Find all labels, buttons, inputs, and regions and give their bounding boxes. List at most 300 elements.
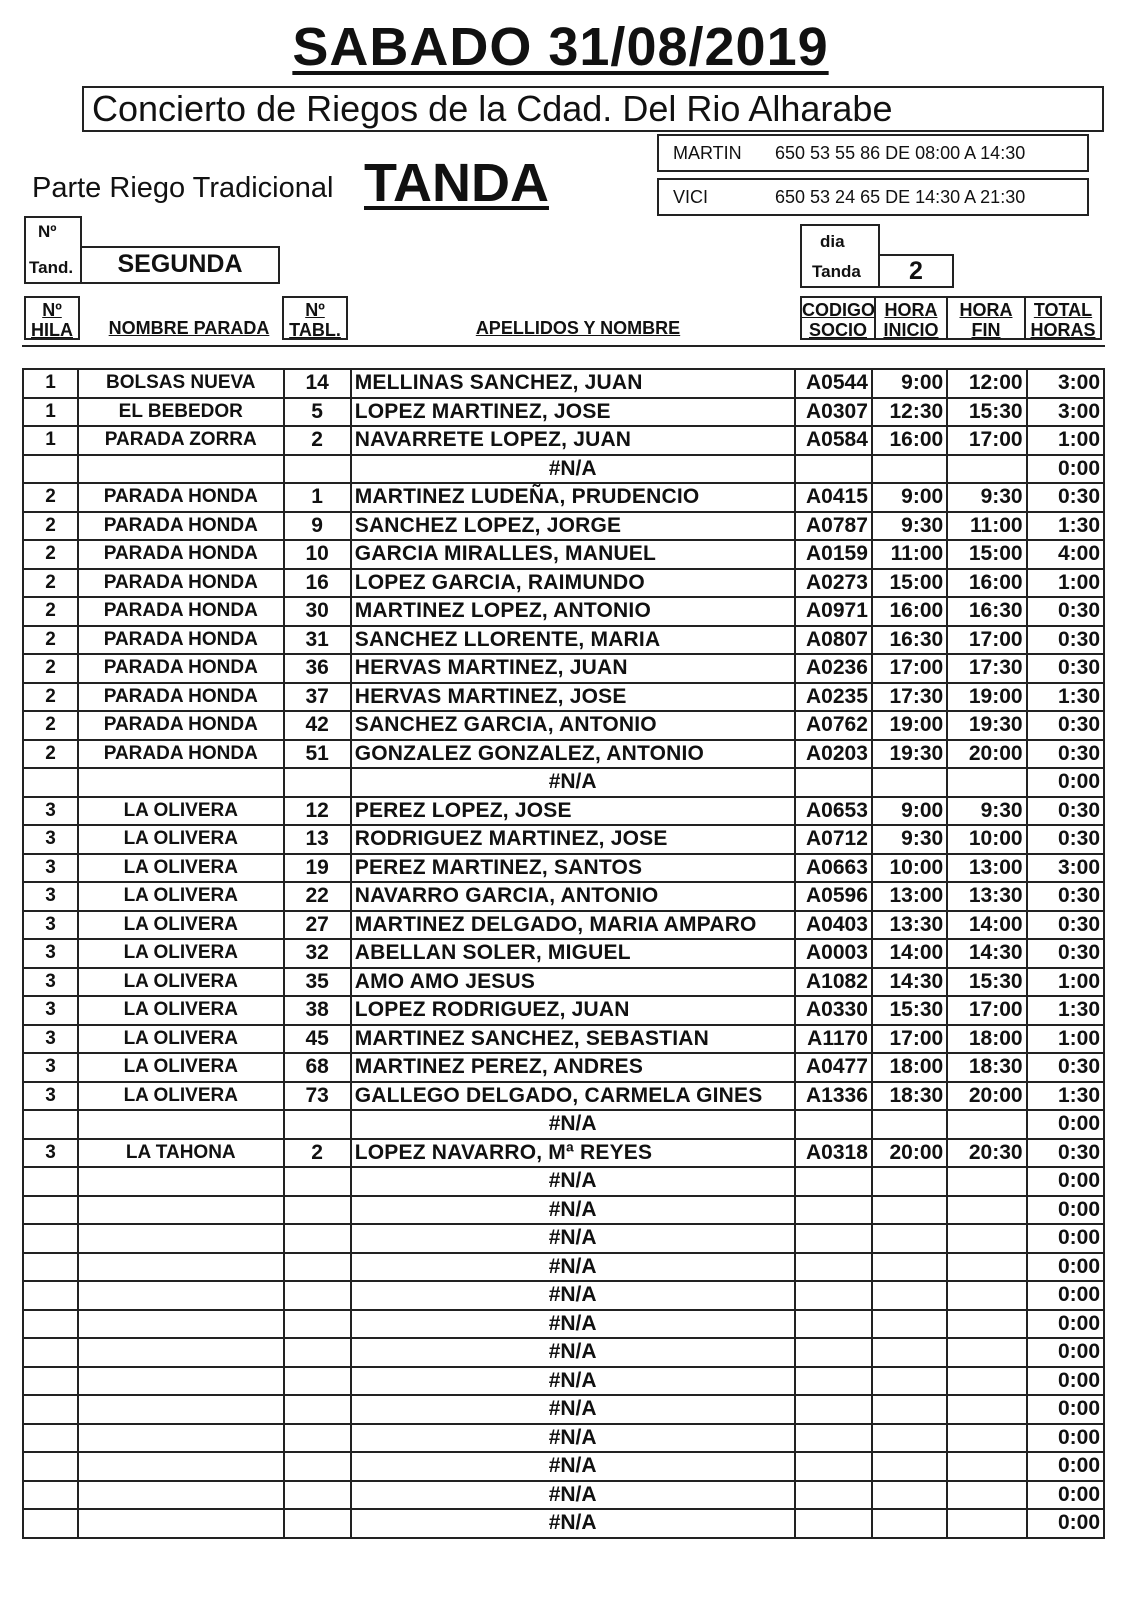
cell-parada bbox=[78, 1310, 284, 1339]
cell-socio: A0653 bbox=[795, 797, 872, 826]
table-row bbox=[23, 512, 1104, 541]
cell-fin: 9:30 bbox=[947, 797, 1026, 826]
cell-nombre: GARCIA MIRALLES, MANUEL bbox=[351, 540, 795, 569]
cell-total: 0:30 bbox=[1027, 911, 1104, 940]
cell-total: 0:30 bbox=[1027, 483, 1104, 512]
cell-fin bbox=[947, 1338, 1026, 1367]
cell-nombre: #N/A bbox=[351, 768, 795, 797]
cell-nombre: PEREZ LOPEZ, JOSE bbox=[351, 797, 795, 826]
cell-nombre: #N/A bbox=[351, 1424, 795, 1453]
table-body bbox=[23, 369, 1104, 1538]
cell-socio bbox=[795, 1509, 872, 1538]
cell-hila: 3 bbox=[23, 939, 78, 968]
header-tabl-top: Nº bbox=[305, 300, 325, 320]
header-total-top: TOTAL bbox=[1033, 300, 1093, 320]
cell-total: 1:30 bbox=[1027, 512, 1104, 541]
cell-socio: A0787 bbox=[795, 512, 872, 541]
cell-fin: 20:00 bbox=[947, 740, 1026, 769]
cell-total: 0:00 bbox=[1027, 768, 1104, 797]
cell-fin: 15:30 bbox=[947, 968, 1026, 997]
subtitle-text: Concierto de Riegos de la Cdad. Del Rio Alharabe bbox=[92, 88, 893, 129]
cell-parada: PARADA HONDA bbox=[78, 740, 284, 769]
cell-tabl: 1 bbox=[284, 483, 351, 512]
cell-inicio bbox=[872, 1395, 947, 1424]
cell-parada bbox=[78, 1224, 284, 1253]
cell-parada: PARADA HONDA bbox=[78, 654, 284, 683]
cell-parada: PARADA HONDA bbox=[78, 597, 284, 626]
cell-hila bbox=[23, 1110, 78, 1139]
cell-tabl bbox=[284, 1367, 351, 1396]
cell-total: 0:30 bbox=[1027, 711, 1104, 740]
cell-inicio: 16:30 bbox=[872, 626, 947, 655]
cell-nombre: GONZALEZ GONZALEZ, ANTONIO bbox=[351, 740, 795, 769]
contact-vici bbox=[657, 178, 1089, 216]
cell-parada: LA OLIVERA bbox=[78, 1025, 284, 1054]
cell-fin: 9:30 bbox=[947, 483, 1026, 512]
cell-socio bbox=[795, 455, 872, 484]
cell-nombre: #N/A bbox=[351, 1395, 795, 1424]
cell-socio bbox=[795, 1224, 872, 1253]
cell-hila: 2 bbox=[23, 626, 78, 655]
cell-hila bbox=[23, 1395, 78, 1424]
cell-socio: A0762 bbox=[795, 711, 872, 740]
cell-total: 0:00 bbox=[1027, 1481, 1104, 1510]
cell-parada bbox=[78, 1281, 284, 1310]
cell-nombre: NAVARRO GARCIA, ANTONIO bbox=[351, 882, 795, 911]
table-row bbox=[23, 569, 1104, 598]
contact-name: MARTIN bbox=[673, 143, 742, 163]
cell-socio: A0273 bbox=[795, 569, 872, 598]
cell-inicio: 18:00 bbox=[872, 1053, 947, 1082]
cell-total: 0:00 bbox=[1027, 1224, 1104, 1253]
table-row bbox=[23, 1053, 1104, 1082]
cell-socio: A0003 bbox=[795, 939, 872, 968]
cell-nombre: MELLINAS SANCHEZ, JUAN bbox=[351, 369, 795, 398]
table-row bbox=[23, 1196, 1104, 1225]
cell-total: 3:00 bbox=[1027, 854, 1104, 883]
table-row bbox=[23, 540, 1104, 569]
table-row bbox=[23, 968, 1104, 997]
cell-fin: 17:00 bbox=[947, 626, 1026, 655]
cell-fin bbox=[947, 1110, 1026, 1139]
cell-tabl: 10 bbox=[284, 540, 351, 569]
cell-tabl: 51 bbox=[284, 740, 351, 769]
cell-inicio: 17:30 bbox=[872, 683, 947, 712]
table-row bbox=[23, 1082, 1104, 1111]
cell-socio: A1082 bbox=[795, 968, 872, 997]
cell-inicio: 9:00 bbox=[872, 483, 947, 512]
cell-total: 0:30 bbox=[1027, 939, 1104, 968]
cell-fin: 11:00 bbox=[947, 512, 1026, 541]
cell-hila bbox=[23, 1196, 78, 1225]
cell-tabl: 27 bbox=[284, 911, 351, 940]
cell-hila bbox=[23, 1310, 78, 1339]
cell-tabl: 12 bbox=[284, 797, 351, 826]
cell-parada: LA OLIVERA bbox=[78, 911, 284, 940]
cell-inicio bbox=[872, 1338, 947, 1367]
cell-total: 0:30 bbox=[1027, 1053, 1104, 1082]
contact-name: VICI bbox=[673, 187, 709, 207]
cell-parada bbox=[78, 768, 284, 797]
cell-parada bbox=[78, 1481, 284, 1510]
cell-inicio: 15:00 bbox=[872, 569, 947, 598]
dia-value: 2 bbox=[909, 257, 923, 285]
dia-label-top: dia bbox=[820, 232, 845, 251]
cell-fin: 16:30 bbox=[947, 597, 1026, 626]
cell-parada: LA OLIVERA bbox=[78, 968, 284, 997]
table-row bbox=[23, 683, 1104, 712]
cell-hila: 1 bbox=[23, 426, 78, 455]
cell-nombre: MARTINEZ SANCHEZ, SEBASTIAN bbox=[351, 1025, 795, 1054]
cell-tabl bbox=[284, 1310, 351, 1339]
subheading: Parte Riego Tradicional bbox=[32, 172, 334, 204]
cell-inicio: 16:00 bbox=[872, 426, 947, 455]
table-row bbox=[23, 1367, 1104, 1396]
header-nombre: APELLIDOS Y NOMBRE bbox=[475, 318, 681, 338]
cell-tabl bbox=[284, 768, 351, 797]
cell-tabl: 2 bbox=[284, 1139, 351, 1168]
cell-hila: 3 bbox=[23, 854, 78, 883]
cell-total: 3:00 bbox=[1027, 369, 1104, 398]
table-row bbox=[23, 455, 1104, 484]
cell-inicio: 19:30 bbox=[872, 740, 947, 769]
cell-fin bbox=[947, 1224, 1026, 1253]
cell-socio: A0596 bbox=[795, 882, 872, 911]
cell-hila: 2 bbox=[23, 483, 78, 512]
table-row bbox=[23, 426, 1104, 455]
cell-total: 1:00 bbox=[1027, 569, 1104, 598]
cell-tabl: 2 bbox=[284, 426, 351, 455]
cell-fin: 18:30 bbox=[947, 1053, 1026, 1082]
cell-tabl: 42 bbox=[284, 711, 351, 740]
cell-hila: 3 bbox=[23, 1053, 78, 1082]
cell-total: 1:00 bbox=[1027, 1025, 1104, 1054]
cell-parada: PARADA HONDA bbox=[78, 711, 284, 740]
cell-nombre: LOPEZ NAVARRO, Mª REYES bbox=[351, 1139, 795, 1168]
header-divider bbox=[22, 345, 1105, 347]
cell-fin: 16:00 bbox=[947, 569, 1026, 598]
cell-fin: 19:00 bbox=[947, 683, 1026, 712]
cell-tabl bbox=[284, 1395, 351, 1424]
cell-hila bbox=[23, 1253, 78, 1282]
cell-parada bbox=[78, 455, 284, 484]
cell-total: 1:30 bbox=[1027, 683, 1104, 712]
header-inicio-top: HORA bbox=[884, 300, 938, 320]
cell-tabl: 37 bbox=[284, 683, 351, 712]
cell-nombre: MARTINEZ DELGADO, MARIA AMPARO bbox=[351, 911, 795, 940]
cell-hila: 2 bbox=[23, 540, 78, 569]
table-row bbox=[23, 597, 1104, 626]
cell-socio: A1170 bbox=[795, 1025, 872, 1054]
table-row bbox=[23, 1224, 1104, 1253]
cell-inicio: 15:30 bbox=[872, 996, 947, 1025]
subtitle-box bbox=[82, 86, 1104, 132]
cell-parada bbox=[78, 1509, 284, 1538]
cell-hila: 2 bbox=[23, 683, 78, 712]
cell-socio: A0236 bbox=[795, 654, 872, 683]
cell-socio: A0403 bbox=[795, 911, 872, 940]
cell-inicio bbox=[872, 455, 947, 484]
header-tabl-bottom: TABL. bbox=[289, 320, 341, 340]
table-row bbox=[23, 939, 1104, 968]
cell-fin bbox=[947, 1424, 1026, 1453]
table-row bbox=[23, 1509, 1104, 1538]
cell-total: 0:00 bbox=[1027, 1509, 1104, 1538]
cell-fin bbox=[947, 1281, 1026, 1310]
cell-total: 0:00 bbox=[1027, 1281, 1104, 1310]
cell-hila bbox=[23, 1481, 78, 1510]
cell-tabl: 9 bbox=[284, 512, 351, 541]
cell-fin: 17:00 bbox=[947, 426, 1026, 455]
cell-inicio bbox=[872, 1224, 947, 1253]
cell-hila: 2 bbox=[23, 597, 78, 626]
cell-fin: 15:00 bbox=[947, 540, 1026, 569]
cell-inicio: 13:00 bbox=[872, 882, 947, 911]
cell-fin bbox=[947, 455, 1026, 484]
cell-parada: LA OLIVERA bbox=[78, 882, 284, 911]
cell-nombre: #N/A bbox=[351, 1452, 795, 1481]
cell-socio: A0971 bbox=[795, 597, 872, 626]
cell-parada: LA OLIVERA bbox=[78, 1082, 284, 1111]
cell-tabl: 45 bbox=[284, 1025, 351, 1054]
cell-fin: 15:30 bbox=[947, 398, 1026, 427]
cell-socio: A0712 bbox=[795, 825, 872, 854]
table-row bbox=[23, 1253, 1104, 1282]
cell-socio: A0318 bbox=[795, 1139, 872, 1168]
tanda-label-bottom: Tand. bbox=[29, 258, 74, 277]
cell-socio: A0235 bbox=[795, 683, 872, 712]
cell-tabl: 30 bbox=[284, 597, 351, 626]
cell-inicio: 10:00 bbox=[872, 854, 947, 883]
cell-nombre: #N/A bbox=[351, 1224, 795, 1253]
cell-parada: PARADA HONDA bbox=[78, 540, 284, 569]
cell-parada: BOLSAS NUEVA bbox=[78, 369, 284, 398]
cell-fin bbox=[947, 1452, 1026, 1481]
table-row bbox=[23, 711, 1104, 740]
cell-socio: A0203 bbox=[795, 740, 872, 769]
cell-socio bbox=[795, 1310, 872, 1339]
cell-total: 0:00 bbox=[1027, 455, 1104, 484]
cell-tabl: 16 bbox=[284, 569, 351, 598]
cell-tabl bbox=[284, 455, 351, 484]
cell-total: 4:00 bbox=[1027, 540, 1104, 569]
cell-inicio: 16:00 bbox=[872, 597, 947, 626]
cell-inicio: 17:00 bbox=[872, 654, 947, 683]
cell-parada: PARADA HONDA bbox=[78, 683, 284, 712]
cell-inicio: 12:30 bbox=[872, 398, 947, 427]
cell-nombre: HERVAS MARTINEZ, JUAN bbox=[351, 654, 795, 683]
cell-tabl bbox=[284, 1196, 351, 1225]
cell-socio: A0477 bbox=[795, 1053, 872, 1082]
cell-tabl bbox=[284, 1224, 351, 1253]
cell-nombre: #N/A bbox=[351, 1338, 795, 1367]
cell-total: 1:00 bbox=[1027, 968, 1104, 997]
table-row bbox=[23, 398, 1104, 427]
cell-socio bbox=[795, 768, 872, 797]
cell-socio bbox=[795, 1196, 872, 1225]
cell-nombre: #N/A bbox=[351, 1196, 795, 1225]
cell-parada: LA OLIVERA bbox=[78, 939, 284, 968]
cell-nombre: MARTINEZ LUDEÑA, PRUDENCIO bbox=[351, 483, 795, 512]
cell-tabl bbox=[284, 1481, 351, 1510]
cell-total: 0:30 bbox=[1027, 1139, 1104, 1168]
cell-total: 0:00 bbox=[1027, 1338, 1104, 1367]
cell-nombre: LOPEZ MARTINEZ, JOSE bbox=[351, 398, 795, 427]
cell-inicio: 13:30 bbox=[872, 911, 947, 940]
cell-hila: 3 bbox=[23, 996, 78, 1025]
cell-socio bbox=[795, 1338, 872, 1367]
cell-nombre: SANCHEZ LOPEZ, JORGE bbox=[351, 512, 795, 541]
cell-inicio: 17:00 bbox=[872, 1025, 947, 1054]
cell-hila: 3 bbox=[23, 825, 78, 854]
table-row bbox=[23, 1481, 1104, 1510]
cell-inicio bbox=[872, 1196, 947, 1225]
cell-parada: PARADA HONDA bbox=[78, 569, 284, 598]
cell-fin bbox=[947, 1509, 1026, 1538]
cell-inicio bbox=[872, 1452, 947, 1481]
cell-hila: 3 bbox=[23, 1082, 78, 1111]
cell-nombre: #N/A bbox=[351, 1509, 795, 1538]
cell-socio: A0663 bbox=[795, 854, 872, 883]
cell-nombre: SANCHEZ GARCIA, ANTONIO bbox=[351, 711, 795, 740]
cell-nombre: MARTINEZ LOPEZ, ANTONIO bbox=[351, 597, 795, 626]
cell-socio bbox=[795, 1367, 872, 1396]
cell-parada bbox=[78, 1424, 284, 1453]
header-hila bbox=[24, 296, 80, 340]
cell-tabl: 14 bbox=[284, 369, 351, 398]
cell-socio bbox=[795, 1395, 872, 1424]
cell-parada: EL BEBEDOR bbox=[78, 398, 284, 427]
table-row bbox=[23, 740, 1104, 769]
cell-total: 0:00 bbox=[1027, 1424, 1104, 1453]
cell-inicio bbox=[872, 768, 947, 797]
cell-parada: PARADA ZORRA bbox=[78, 426, 284, 455]
cell-hila bbox=[23, 1224, 78, 1253]
cell-total: 0:00 bbox=[1027, 1196, 1104, 1225]
cell-inicio: 9:30 bbox=[872, 512, 947, 541]
cell-fin bbox=[947, 1395, 1026, 1424]
cell-inicio: 14:00 bbox=[872, 939, 947, 968]
cell-total: 0:30 bbox=[1027, 882, 1104, 911]
cell-nombre: RODRIGUEZ MARTINEZ, JOSE bbox=[351, 825, 795, 854]
cell-total: 0:30 bbox=[1027, 740, 1104, 769]
cell-fin: 17:00 bbox=[947, 996, 1026, 1025]
cell-tabl: 32 bbox=[284, 939, 351, 968]
cell-inicio: 9:00 bbox=[872, 369, 947, 398]
header-fin-top: HORA bbox=[959, 300, 1013, 320]
cell-hila: 3 bbox=[23, 968, 78, 997]
cell-nombre: HERVAS MARTINEZ, JOSE bbox=[351, 683, 795, 712]
cell-inicio bbox=[872, 1310, 947, 1339]
cell-socio bbox=[795, 1481, 872, 1510]
cell-nombre: MARTINEZ PEREZ, ANDRES bbox=[351, 1053, 795, 1082]
cell-tabl bbox=[284, 1509, 351, 1538]
cell-parada bbox=[78, 1367, 284, 1396]
dia-label-bottom: Tanda bbox=[812, 262, 861, 281]
cell-tabl: 36 bbox=[284, 654, 351, 683]
cell-inicio: 19:00 bbox=[872, 711, 947, 740]
cell-socio: A0415 bbox=[795, 483, 872, 512]
cell-fin bbox=[947, 768, 1026, 797]
table-row bbox=[23, 911, 1104, 940]
cell-inicio: 18:30 bbox=[872, 1082, 947, 1111]
cell-hila: 2 bbox=[23, 740, 78, 769]
cell-inicio: 9:00 bbox=[872, 797, 947, 826]
cell-socio bbox=[795, 1452, 872, 1481]
page-title bbox=[0, 16, 1121, 78]
cell-hila: 3 bbox=[23, 882, 78, 911]
cell-tabl bbox=[284, 1253, 351, 1282]
table-header bbox=[24, 296, 1107, 340]
cell-inicio bbox=[872, 1167, 947, 1196]
cell-nombre: #N/A bbox=[351, 1167, 795, 1196]
heading-tanda: TANDA bbox=[364, 153, 549, 213]
header-parada: NOMBRE PARADA bbox=[108, 318, 270, 338]
dia-label-box bbox=[800, 224, 880, 288]
cell-nombre: LOPEZ GARCIA, RAIMUNDO bbox=[351, 569, 795, 598]
cell-fin: 14:00 bbox=[947, 911, 1026, 940]
cell-tabl: 68 bbox=[284, 1053, 351, 1082]
cell-socio bbox=[795, 1424, 872, 1453]
cell-hila: 3 bbox=[23, 797, 78, 826]
cell-total: 0:00 bbox=[1027, 1253, 1104, 1282]
table-row bbox=[23, 1025, 1104, 1054]
cell-hila: 2 bbox=[23, 654, 78, 683]
cell-nombre: #N/A bbox=[351, 1367, 795, 1396]
header-socio-bottom: SOCIO bbox=[808, 320, 867, 340]
cell-hila bbox=[23, 1424, 78, 1453]
cell-hila bbox=[23, 1281, 78, 1310]
cell-total: 1:30 bbox=[1027, 996, 1104, 1025]
table-row bbox=[23, 1167, 1104, 1196]
cell-total: 0:00 bbox=[1027, 1395, 1104, 1424]
table-row bbox=[23, 996, 1104, 1025]
cell-tabl: 35 bbox=[284, 968, 351, 997]
cell-socio: A0330 bbox=[795, 996, 872, 1025]
cell-parada bbox=[78, 1338, 284, 1367]
cell-socio bbox=[795, 1253, 872, 1282]
cell-hila bbox=[23, 1367, 78, 1396]
table-row bbox=[23, 768, 1104, 797]
cell-fin: 20:30 bbox=[947, 1139, 1026, 1168]
cell-total: 1:30 bbox=[1027, 1082, 1104, 1111]
cell-hila bbox=[23, 768, 78, 797]
cell-nombre: LOPEZ RODRIGUEZ, JUAN bbox=[351, 996, 795, 1025]
cell-fin bbox=[947, 1253, 1026, 1282]
cell-socio: A0807 bbox=[795, 626, 872, 655]
cell-fin: 14:30 bbox=[947, 939, 1026, 968]
cell-hila: 3 bbox=[23, 911, 78, 940]
cell-hila bbox=[23, 1167, 78, 1196]
cell-tabl bbox=[284, 1452, 351, 1481]
cell-nombre: ABELLAN SOLER, MIGUEL bbox=[351, 939, 795, 968]
cell-socio bbox=[795, 1281, 872, 1310]
cell-nombre: #N/A bbox=[351, 1310, 795, 1339]
table-row bbox=[23, 483, 1104, 512]
cell-socio: A0544 bbox=[795, 369, 872, 398]
irrigation-table bbox=[22, 368, 1105, 1539]
cell-parada bbox=[78, 1452, 284, 1481]
cell-hila bbox=[23, 1509, 78, 1538]
cell-total: 3:00 bbox=[1027, 398, 1104, 427]
tanda-value: SEGUNDA bbox=[117, 250, 243, 278]
table-row bbox=[23, 825, 1104, 854]
cell-inicio bbox=[872, 1481, 947, 1510]
table-row bbox=[23, 1424, 1104, 1453]
cell-inicio bbox=[872, 1367, 947, 1396]
header-hila-top: Nº bbox=[42, 300, 62, 320]
header-hila-bottom: HILA bbox=[31, 320, 73, 340]
